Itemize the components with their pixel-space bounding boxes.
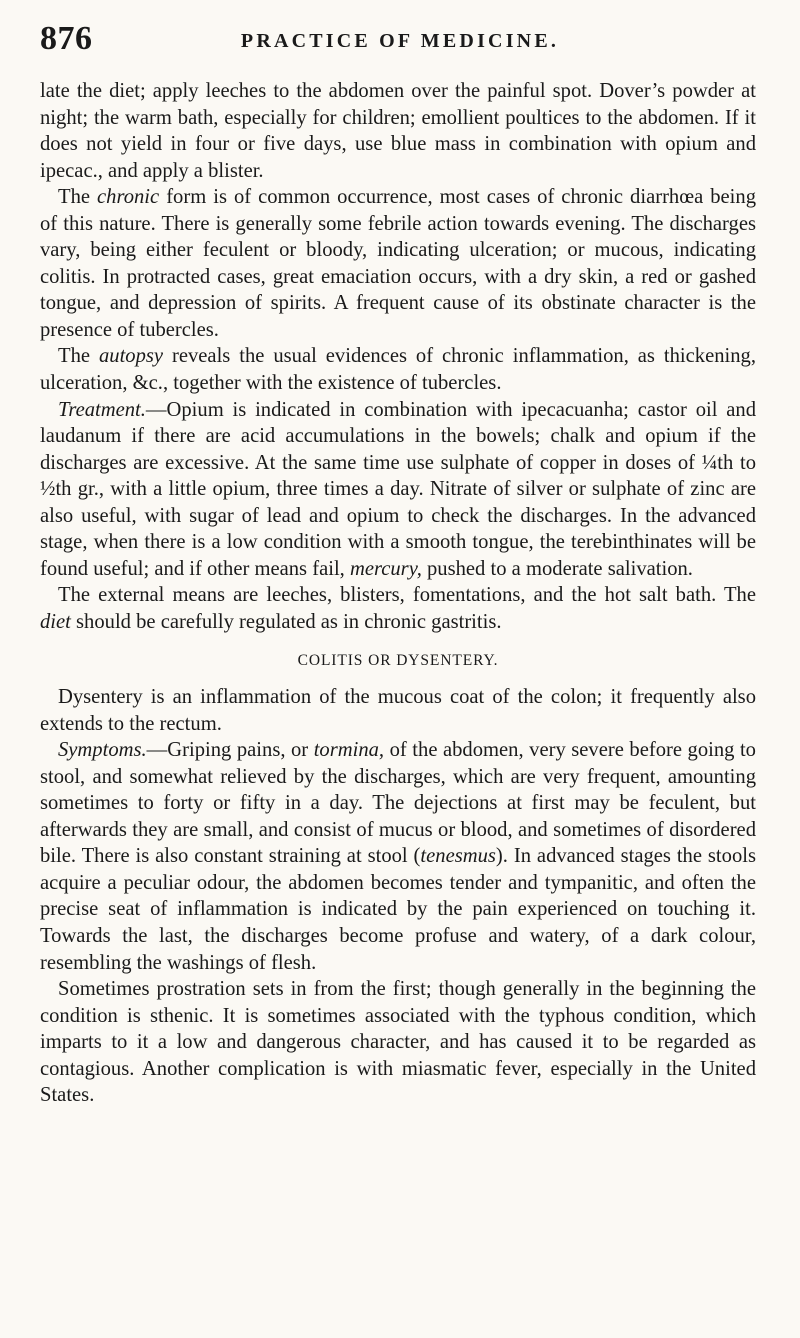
- treatment-text: —Opium is indicated in combination with ipecacuanha; castor oil and laudanum if there are acid accumulations in the bowels; chalk and opium if the discharges are excessive. At the same time use sulphate of copper in doses of ¼th to ½th gr., with a little opium, three times a day. Nitrate of silver or sulphate of zinc are also useful, with sugar of lead and opium to check the discharges. In the advanced stage, when there is a low condition with a smooth tongue, the terebinthinates will be found useful; and if other means fail,: [40, 398, 756, 580]
- tormina-term: tormina,: [313, 739, 385, 762]
- paragraph-prostration: [40, 976, 756, 1109]
- tenesmus-term: tenesmus: [420, 845, 496, 868]
- external-text: should be carefully regulated as in chronic gastritis.: [70, 610, 502, 633]
- chronic-term: chronic: [97, 186, 160, 209]
- section-heading: COLITIS OR DYSENTERY.: [297, 652, 499, 670]
- paragraph-dysentery-intro: [40, 684, 756, 737]
- treatment-label: Treatment.: [58, 398, 146, 421]
- running-head: [40, 20, 760, 62]
- prostration-text: Sometimes prostration sets in from the first; though generally in the beginning the condition is sthenic. It is sometimes associated with the typhous condition, which imparts to it a low and dangerous character, and has caused it to be regarded as contagious. Another complication is with miasmatic fever, especially in the United States.: [40, 978, 756, 1107]
- dysentery-intro-text: Dysentery is an inflammation of the mucous coat of the colon; it frequently also extends to the rectum.: [40, 686, 756, 735]
- mercury-text: pushed to a moderate salivation.: [421, 557, 693, 580]
- paragraph-diet-text: late the diet; apply leeches to the abdomen over the painful spot. Dover’s powder at night; the warm bath, especially for children; emollient poultices to the abdomen. If it does not yield in four or five days, use blue mass in combination with opium and ipecac., and apply a blister.: [40, 80, 756, 182]
- running-title: PRACTICE OF MEDICINE.: [240, 30, 560, 52]
- paragraph-diet: [40, 78, 756, 184]
- autopsy-term: autopsy: [98, 345, 164, 368]
- chronic-pre: The: [58, 186, 98, 209]
- paragraph-symptoms: [40, 737, 756, 976]
- autopsy-pre: The: [58, 345, 99, 368]
- chronic-text: form is of common occurrence, most cases of chronic diarrhœa being of this nature. There is generally some febrile action towards evening. The discharges vary, being either feculent or bloody, indicating ulceration; or mucous, indicating colitis. In protracted cases, great emaciation occurs, with a dry skin, a red or gashed tongue, and depression of spirits. A frequent cause of its obstinate character is the presence of tubercles.: [40, 186, 756, 341]
- mercury-term: mercury,: [349, 557, 422, 580]
- diet-term: diet: [40, 610, 71, 633]
- paragraph-chronic-form: [40, 184, 756, 343]
- autopsy-text: reveals the usual evidences of chronic inflammation, as thickening, ulceration, &c., together with the existence of tubercles.: [40, 345, 756, 395]
- symptoms-text-a: —Griping pains, or: [146, 739, 314, 762]
- page-number: 876: [40, 20, 93, 57]
- symptoms-label: Symptoms.: [58, 739, 147, 762]
- paragraph-autopsy: [40, 343, 756, 396]
- paragraph-treatment: [40, 397, 756, 583]
- external-pre: The external means are leeches, blisters, fomentations, and the hot salt bath. The: [58, 584, 756, 607]
- symptoms-text-c: ). In advanced stages the stools acquire a peculiar odour, the abdomen becomes tender and tympanitic, and often the precise seat of inflammation is indicated by the pain experienced on touching it. Towards the last, the discharges become profuse and watery, of a dark colour, resembling the washings of flesh.: [40, 845, 756, 974]
- paragraph-external-means: [40, 582, 756, 635]
- symptoms-text-b: of the abdomen, very severe before going to stool, and somewhat relieved by the discharges, which are very frequent, amounting sometimes to forty or fifty in a day. The dejections at first may be feculent, but afterwards they are small, and consist of mucus or blood, and sometimes of disordered bile. There is also constant straining at stool (: [40, 739, 756, 868]
- body-text: [40, 78, 756, 1109]
